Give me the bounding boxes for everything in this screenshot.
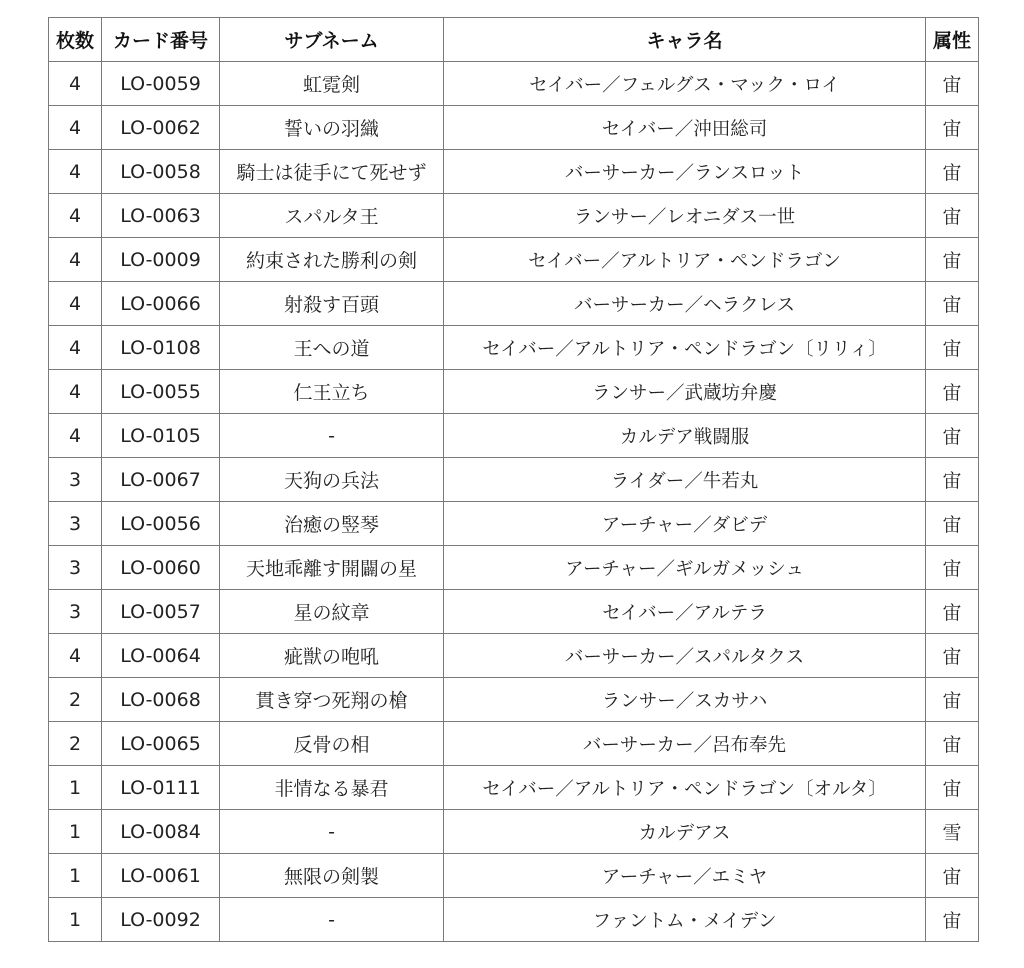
subname-cell: -	[220, 414, 444, 458]
table-row	[49, 854, 979, 898]
card-number-cell: LO-0061	[102, 854, 220, 898]
table-row	[49, 898, 979, 942]
table-row	[49, 62, 979, 106]
table-row	[49, 150, 979, 194]
table-row	[49, 810, 979, 854]
count-cell: 3	[49, 590, 102, 634]
subname-cell: 虹霓剣	[220, 62, 444, 106]
card-number-cell: LO-0009	[102, 238, 220, 282]
subname-cell: 約束された勝利の剣	[220, 238, 444, 282]
card-number-cell: LO-0059	[102, 62, 220, 106]
attribute-cell: 宙	[926, 546, 979, 590]
attribute-cell: 宙	[926, 722, 979, 766]
table-row	[49, 326, 979, 370]
table-row	[49, 722, 979, 766]
count-cell: 4	[49, 370, 102, 414]
character-name-cell: バーサーカー／呂布奉先	[444, 722, 926, 766]
count-cell: 1	[49, 898, 102, 942]
card-number-cell: LO-0068	[102, 678, 220, 722]
attribute-cell: 宙	[926, 106, 979, 150]
character-name-cell: ファントム・メイデン	[444, 898, 926, 942]
subname-cell: 反骨の相	[220, 722, 444, 766]
character-name-cell: バーサーカー／ヘラクレス	[444, 282, 926, 326]
subname-cell: -	[220, 810, 444, 854]
card-number-cell: LO-0067	[102, 458, 220, 502]
character-name-cell: セイバー／沖田総司	[444, 106, 926, 150]
header-card-number: カード番号	[102, 18, 220, 62]
attribute-cell: 宙	[926, 194, 979, 238]
card-rows	[49, 62, 979, 942]
table-row	[49, 678, 979, 722]
count-cell: 4	[49, 62, 102, 106]
character-name-cell: セイバー／アルトリア・ペンドラゴン〔オルタ〕	[444, 766, 926, 810]
subname-cell: 天狗の兵法	[220, 458, 444, 502]
character-name-cell: ランサー／レオニダス一世	[444, 194, 926, 238]
table-row	[49, 282, 979, 326]
attribute-cell: 雪	[926, 810, 979, 854]
table-row	[49, 766, 979, 810]
attribute-cell: 宙	[926, 590, 979, 634]
subname-cell: 天地乖離す開闢の星	[220, 546, 444, 590]
attribute-cell: 宙	[926, 150, 979, 194]
header-character-name: キャラ名	[444, 18, 926, 62]
subname-cell: 騎士は徒手にて死せず	[220, 150, 444, 194]
card-number-cell: LO-0055	[102, 370, 220, 414]
character-name-cell: ランサー／スカサハ	[444, 678, 926, 722]
subname-cell: 星の紋章	[220, 590, 444, 634]
count-cell: 2	[49, 678, 102, 722]
table-row	[49, 634, 979, 678]
attribute-cell: 宙	[926, 414, 979, 458]
card-number-cell: LO-0056	[102, 502, 220, 546]
attribute-cell: 宙	[926, 282, 979, 326]
character-name-cell: セイバー／アルテラ	[444, 590, 926, 634]
attribute-cell: 宙	[926, 898, 979, 942]
table-row	[49, 546, 979, 590]
card-list-table	[48, 17, 979, 942]
card-number-cell: LO-0105	[102, 414, 220, 458]
table-row	[49, 414, 979, 458]
subname-cell: 無限の剣製	[220, 854, 444, 898]
card-number-cell: LO-0066	[102, 282, 220, 326]
table-row	[49, 238, 979, 282]
character-name-cell: ランサー／武蔵坊弁慶	[444, 370, 926, 414]
count-cell: 2	[49, 722, 102, 766]
card-number-cell: LO-0057	[102, 590, 220, 634]
attribute-cell: 宙	[926, 326, 979, 370]
count-cell: 3	[49, 546, 102, 590]
subname-cell: 誓いの羽織	[220, 106, 444, 150]
table-row	[49, 458, 979, 502]
subname-cell: 射殺す百頭	[220, 282, 444, 326]
table-row	[49, 370, 979, 414]
attribute-cell: 宙	[926, 854, 979, 898]
character-name-cell: カルデア戦闘服	[444, 414, 926, 458]
card-number-cell: LO-0060	[102, 546, 220, 590]
character-name-cell: アーチャー／ダビデ	[444, 502, 926, 546]
subname-cell: 非情なる暴君	[220, 766, 444, 810]
header-attribute: 属性	[926, 18, 979, 62]
count-cell: 4	[49, 414, 102, 458]
count-cell: 1	[49, 810, 102, 854]
character-name-cell: バーサーカー／スパルタクス	[444, 634, 926, 678]
count-cell: 3	[49, 502, 102, 546]
count-cell: 4	[49, 282, 102, 326]
header-count: 枚数	[49, 18, 102, 62]
card-number-cell: LO-0063	[102, 194, 220, 238]
count-cell: 4	[49, 106, 102, 150]
character-name-cell: ライダー／牛若丸	[444, 458, 926, 502]
card-number-cell: LO-0062	[102, 106, 220, 150]
count-cell: 4	[49, 194, 102, 238]
attribute-cell: 宙	[926, 238, 979, 282]
subname-cell: -	[220, 898, 444, 942]
card-number-cell: LO-0065	[102, 722, 220, 766]
table-row	[49, 106, 979, 150]
character-name-cell: セイバー／フェルグス・マック・ロイ	[444, 62, 926, 106]
header-subname: サブネーム	[220, 18, 444, 62]
character-name-cell: セイバー／アルトリア・ペンドラゴン	[444, 238, 926, 282]
subname-cell: 王への道	[220, 326, 444, 370]
count-cell: 4	[49, 634, 102, 678]
count-cell: 4	[49, 150, 102, 194]
card-number-cell: LO-0084	[102, 810, 220, 854]
subname-cell: 貫き穿つ死翔の槍	[220, 678, 444, 722]
subname-cell: スパルタ王	[220, 194, 444, 238]
attribute-cell: 宙	[926, 634, 979, 678]
character-name-cell: カルデアス	[444, 810, 926, 854]
card-number-cell: LO-0064	[102, 634, 220, 678]
card-number-cell: LO-0111	[102, 766, 220, 810]
card-number-cell: LO-0058	[102, 150, 220, 194]
character-name-cell: セイバー／アルトリア・ペンドラゴン〔リリィ〕	[444, 326, 926, 370]
subname-cell: 治癒の竪琴	[220, 502, 444, 546]
character-name-cell: バーサーカー／ランスロット	[444, 150, 926, 194]
count-cell: 1	[49, 854, 102, 898]
card-number-cell: LO-0108	[102, 326, 220, 370]
header-row	[49, 18, 979, 62]
attribute-cell: 宙	[926, 370, 979, 414]
character-name-cell: アーチャー／エミヤ	[444, 854, 926, 898]
table-row	[49, 590, 979, 634]
character-name-cell: アーチャー／ギルガメッシュ	[444, 546, 926, 590]
attribute-cell: 宙	[926, 766, 979, 810]
count-cell: 1	[49, 766, 102, 810]
card-number-cell: LO-0092	[102, 898, 220, 942]
table-row	[49, 194, 979, 238]
count-cell: 4	[49, 326, 102, 370]
count-cell: 3	[49, 458, 102, 502]
subname-cell: 疵獣の咆吼	[220, 634, 444, 678]
attribute-cell: 宙	[926, 62, 979, 106]
attribute-cell: 宙	[926, 678, 979, 722]
count-cell: 4	[49, 238, 102, 282]
attribute-cell: 宙	[926, 502, 979, 546]
attribute-cell: 宙	[926, 458, 979, 502]
table-row	[49, 502, 979, 546]
subname-cell: 仁王立ち	[220, 370, 444, 414]
